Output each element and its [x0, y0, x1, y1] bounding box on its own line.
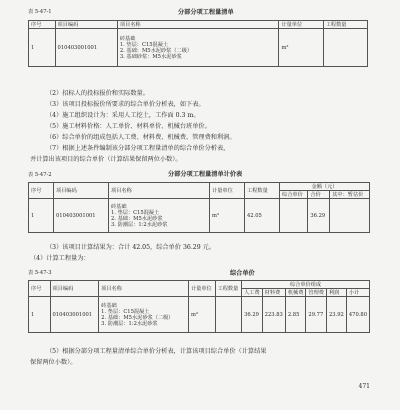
- name-line: 3. 防潮层：1:2水泥砂浆: [111, 221, 168, 228]
- table1-cell-name: [117, 29, 279, 67]
- table2-header: 金额（元）: [280, 183, 370, 191]
- table3-title: 综合单价: [230, 270, 255, 277]
- table1-header: 项目名称: [117, 21, 279, 29]
- name-line: 2. 基础：M5水泥砂浆（二级）: [101, 314, 174, 321]
- table3-header: 项目名称: [99, 281, 189, 297]
- table1-number: 表 5-47-1: [28, 9, 52, 15]
- paragraph-line: （4）计算工程量为：: [30, 255, 90, 262]
- table1: [28, 20, 368, 67]
- table3-header: 工程数量: [215, 281, 242, 297]
- paragraph-line: （5）根据分部分项工程量清单综合单价分析表，计算该项目综合单价（计算结果: [46, 348, 267, 355]
- table3-header: 计量单位: [188, 281, 215, 297]
- table3-cell-name: [99, 297, 189, 333]
- paragraph-line: （2）招标人的投标报价和实际数量。: [46, 90, 149, 97]
- paragraph-line: （7）根据上述条件编制该分部分项工程量清单的综合单价分析表，: [46, 145, 230, 152]
- table2-cell-total: 36.29: [308, 199, 330, 233]
- table3-header: 综合单价组成: [242, 281, 370, 289]
- table3-header: 项目编码: [50, 281, 99, 297]
- name-line: 砖基础: [119, 35, 136, 42]
- table1-header: 工程数量: [323, 21, 367, 29]
- table3-cell-value: 36.29: [242, 297, 263, 333]
- table2-header: 项目名称: [109, 183, 210, 199]
- table1-header: 序号: [29, 21, 56, 29]
- paragraph-line: （3）该项目投标报价所要求的综合单价分析表，如下表。: [46, 101, 205, 108]
- table3-subheader: 管理费: [306, 289, 327, 297]
- table2-cell-price: [280, 199, 308, 233]
- paragraph-line: （3）该项目计算结果为：合计 42.05，综合单价 36.29 元。: [46, 244, 216, 251]
- table3: [28, 280, 370, 333]
- name-line: 1. 垫层：C15混凝土: [119, 41, 169, 48]
- table2-header-row: [29, 183, 370, 191]
- paragraph-line: （4）施工组织设计为：采用人工挖土，工作面 0.3 m。: [46, 112, 200, 119]
- table2-subheader: 其中：暂估价: [330, 191, 370, 199]
- name-line: 3. 基础砂浆：M5水泥砂浆: [119, 53, 182, 60]
- table1-cell-code: 010403001001: [55, 29, 117, 67]
- name-line: 砖基础: [111, 203, 127, 210]
- table2-cell-unit: m³: [210, 199, 245, 233]
- name-line: 2. 基础：M5水泥砂浆: [111, 215, 163, 222]
- table2: [28, 182, 370, 233]
- table2-cell-qty: 42.05: [245, 199, 280, 233]
- paragraph-line: 保留两位小数）。: [30, 359, 77, 366]
- table2-cell-name: [109, 199, 210, 233]
- name-line: 1. 垫层：C15混凝土: [101, 308, 150, 315]
- table3-subheader: 利润: [326, 289, 346, 297]
- table2-header: 工程数量: [245, 183, 280, 199]
- table3-subheader: 机械费: [285, 289, 306, 297]
- table1-header-row: [29, 21, 368, 29]
- paragraph-line: 并计算出该项目的综合单价（计算结果保留两位小数）。: [30, 156, 182, 163]
- table3-cell-value: 223.83: [262, 297, 285, 333]
- table1-title: 分部分项工程量清单: [178, 9, 234, 16]
- table3-cell-no: 1: [29, 297, 51, 333]
- table3-header-row: [29, 281, 370, 289]
- table2-cell-est: [330, 199, 370, 233]
- table2-subheader: 综合单价: [280, 191, 308, 199]
- table2-title: 分部分项工程量清单计价表: [168, 171, 243, 178]
- table3-subheader: 人工费: [242, 289, 263, 297]
- table3-cell-qty: [215, 297, 242, 333]
- name-line: 砖基础: [101, 302, 117, 309]
- table3-cell-code: 010403001001: [50, 297, 99, 333]
- table2-number: 表 5-47-2: [28, 172, 52, 178]
- table1-header: 项目编码: [55, 21, 117, 29]
- name-line: 1. 垫层：C15混凝土: [111, 209, 160, 216]
- table3-cell-value: 23.92: [326, 297, 346, 333]
- paragraph-line: （5）施工材料价格：人工单价、材料单价、机械台班单价。: [46, 123, 211, 130]
- table-row: [29, 297, 370, 333]
- table2-header: 计量单位: [210, 183, 245, 199]
- table1-cell-unit: m³: [279, 29, 323, 67]
- paragraph-line: （6）综合单价的组成包括人工费、材料费、机械费、管理费和利润。: [46, 134, 236, 141]
- table3-subheader: 小计: [346, 289, 369, 297]
- table3-subheader: 材料费: [262, 289, 285, 297]
- table1-header: 计量单位: [279, 21, 323, 29]
- table3-cell-unit: m³: [188, 297, 215, 333]
- table3-cell-value: 29.77: [306, 297, 327, 333]
- table1-cell-qty: [323, 29, 367, 67]
- table2-cell-no: 1: [29, 199, 54, 233]
- table2-subheader: 合价: [308, 191, 330, 199]
- table3-header: 序号: [29, 281, 51, 297]
- page-number: 471: [358, 383, 370, 390]
- table2-cell-code: 010403001001: [54, 199, 109, 233]
- table-row: [29, 199, 370, 233]
- table-row: [29, 29, 368, 67]
- name-line: 3. 防潮层：1:2水泥砂浆: [101, 320, 158, 327]
- table2-header: 序号: [29, 183, 54, 199]
- table1-cell-no: 1: [29, 29, 56, 67]
- name-line: 2. 基础：M5水泥砂浆（二级）: [119, 47, 193, 54]
- table3-cell-value: 470.80: [346, 297, 369, 333]
- table2-header: 项目编码: [54, 183, 109, 199]
- table3-number: 表 5-47-3: [28, 270, 52, 276]
- table3-cell-value: 2.85: [285, 297, 306, 333]
